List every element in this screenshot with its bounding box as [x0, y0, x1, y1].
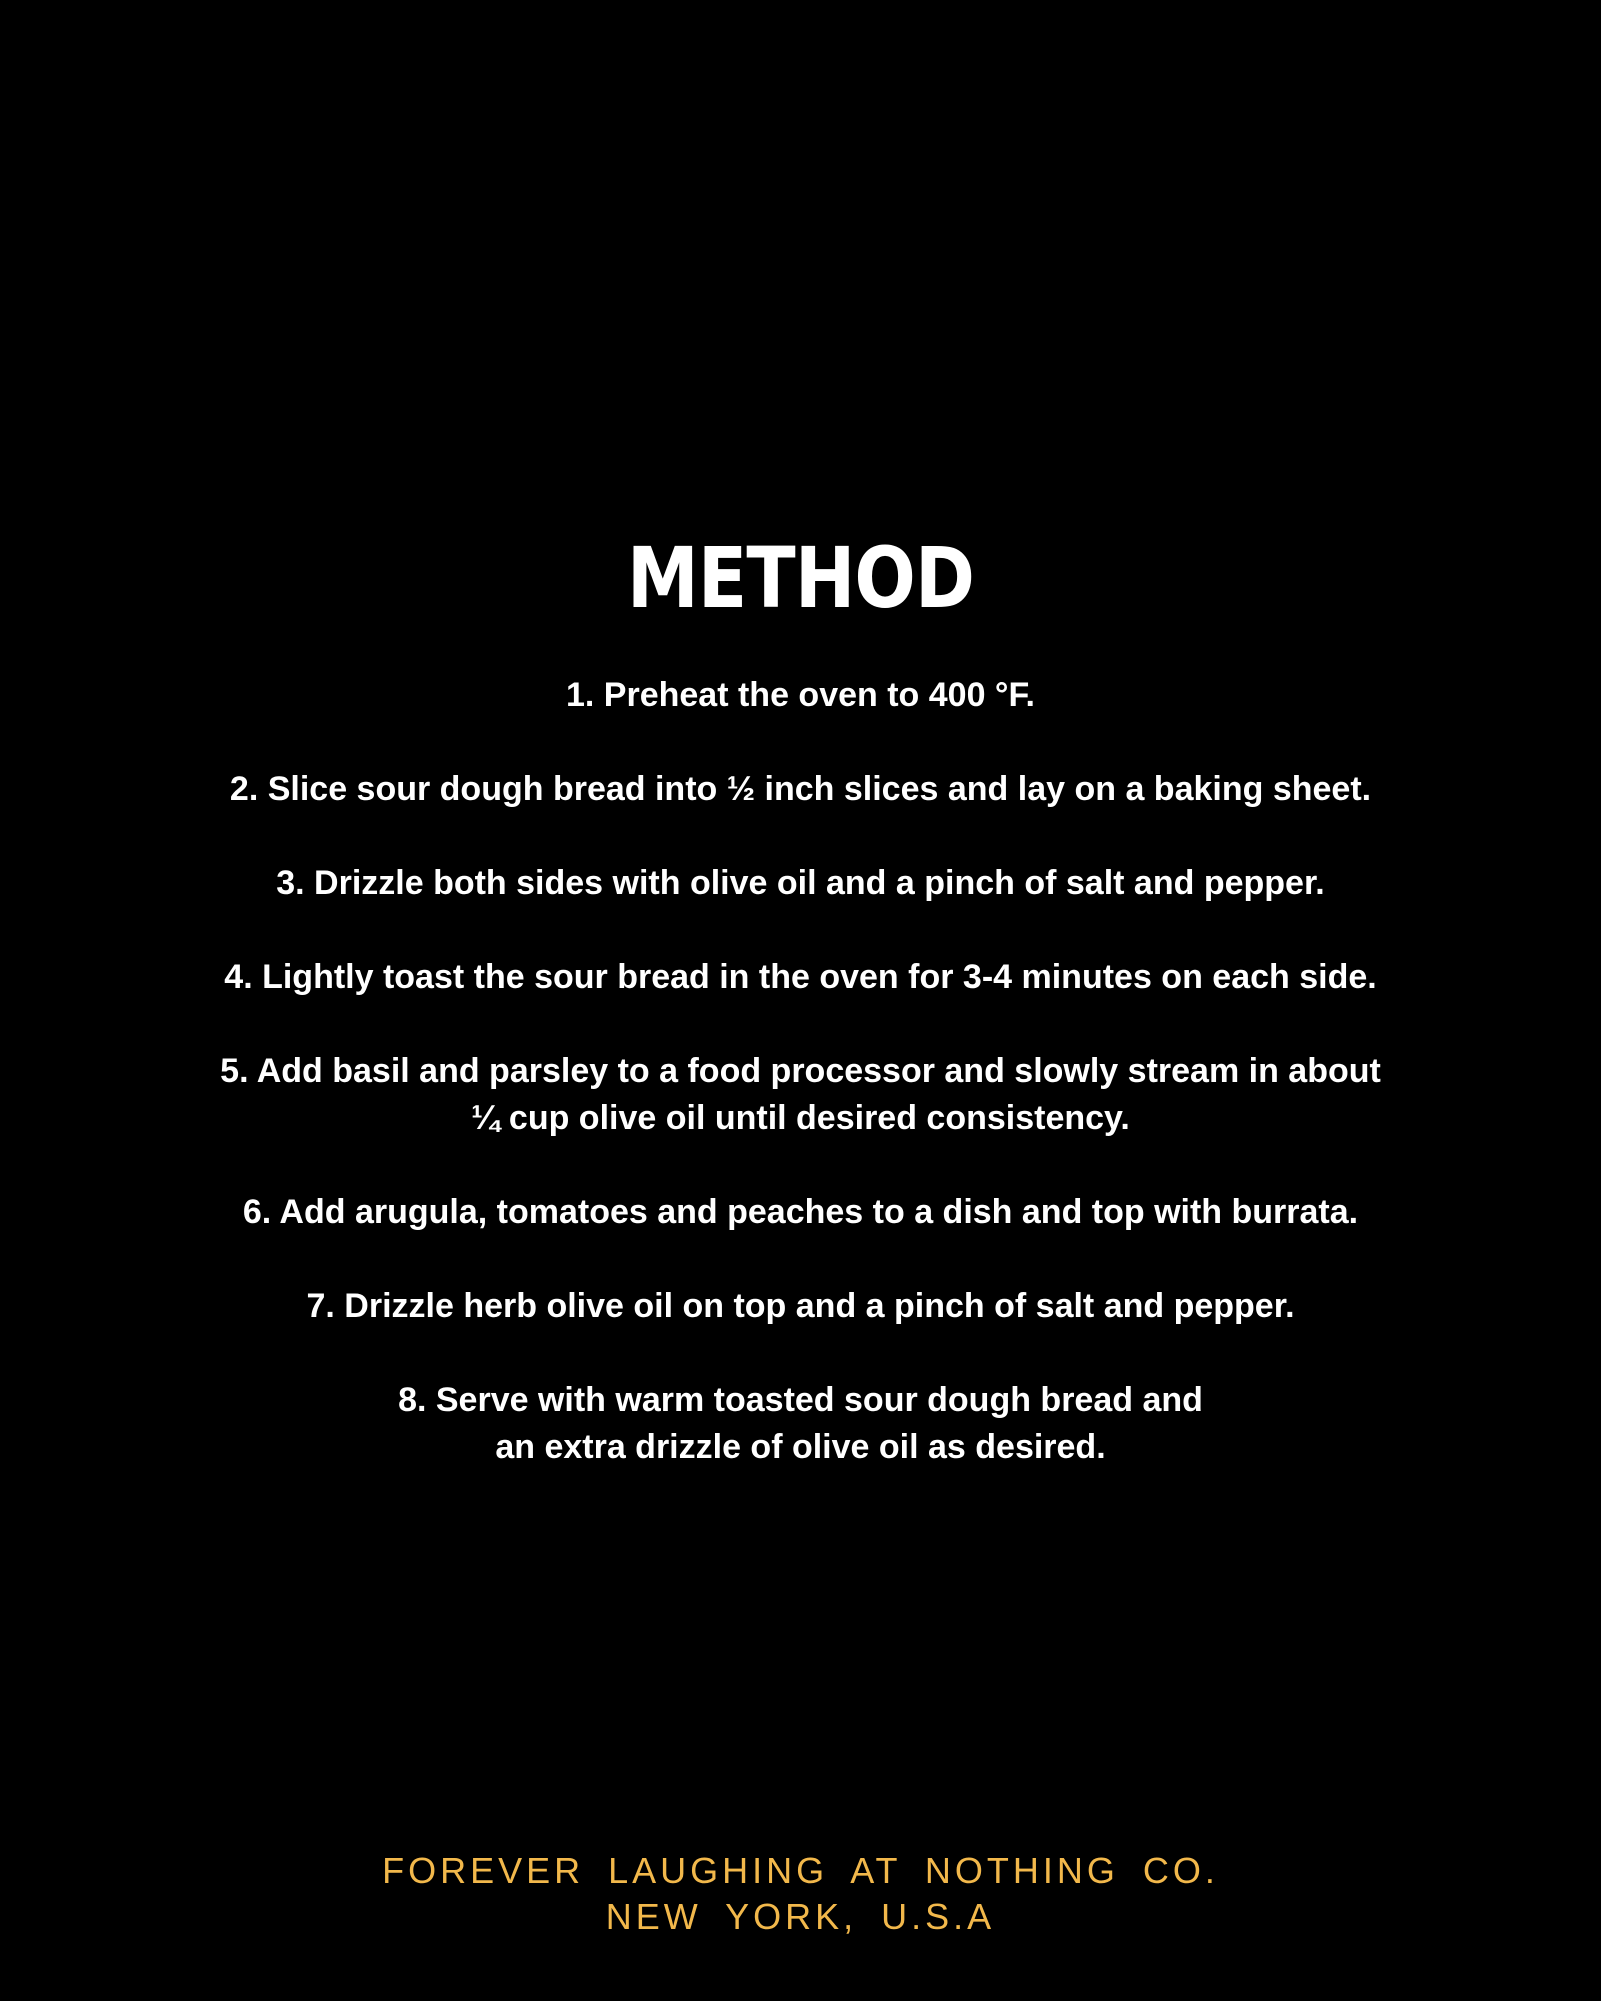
method-step-text: 3. Drizzle both sides with olive oil and a pinch of salt and pepper. [276, 864, 1325, 902]
brand-location: NEW YORK, U.S.A [605, 1896, 996, 1937]
method-step [100, 1377, 1501, 1471]
method-step-text: 6. Add arugula, tomatoes and peaches to a dish and top with burrata. [242, 1193, 1359, 1231]
brand-footer [0, 1848, 1601, 1940]
method-step-text: 5. Add basil and parsley to a food processor and slowly stream in about [220, 1052, 1381, 1090]
method-step [100, 1283, 1501, 1330]
method-step-text: ¼ cup olive oil until desired consistency. [471, 1099, 1130, 1137]
method-step [100, 766, 1501, 813]
brand-name: FOREVER LAUGHING AT NOTHING CO. [382, 1850, 1219, 1891]
method-step-text: 7. Drizzle herb olive oil on top and a pinch of salt and pepper. [306, 1287, 1295, 1325]
method-steps-list [100, 672, 1501, 1518]
method-step-text: an extra drizzle of olive oil as desired. [495, 1428, 1106, 1466]
method-step-text: 4. Lightly toast the sour bread in the oven for 3-4 minutes on each side. [224, 958, 1377, 996]
method-step-text: 8. Serve with warm toasted sour dough bread and [398, 1381, 1203, 1419]
page-title: METHOD [626, 529, 975, 627]
method-step [100, 860, 1501, 907]
method-step-text: 1. Preheat the oven to 400 °F. [566, 676, 1035, 714]
method-step [100, 672, 1501, 719]
method-step [100, 954, 1501, 1001]
method-step [100, 1189, 1501, 1236]
method-step-text: 2. Slice sour dough bread into ½ inch slices and lay on a baking sheet. [229, 770, 1372, 808]
method-step [100, 1048, 1501, 1142]
